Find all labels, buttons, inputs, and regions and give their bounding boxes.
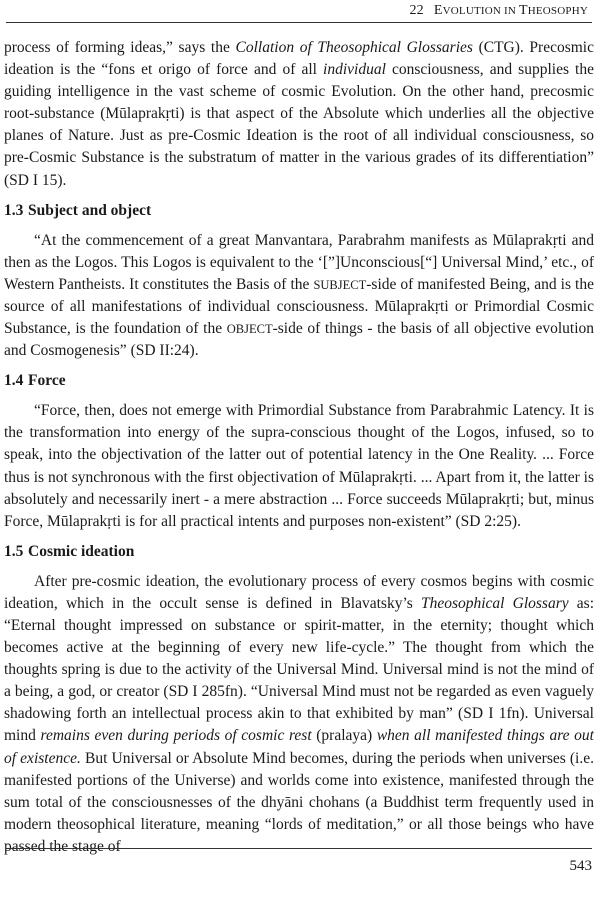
smallcaps-run: OBJECT xyxy=(226,322,273,337)
text-run: -side of things - the basis of all objective evolution and Cosmogenesis” (SD II:24). xyxy=(4,320,595,360)
section-title: Force xyxy=(28,372,66,390)
section-number: 1.5 xyxy=(4,542,24,560)
header-page-number: 22 xyxy=(409,3,424,18)
page-body xyxy=(4,37,594,858)
italic-run: when all manifested things are out of existence. xyxy=(4,727,594,767)
intro-paragraph xyxy=(4,37,594,192)
header-text xyxy=(409,3,588,19)
text-run: (CTG). Precosmic ideation is the “fons et origo of force and of all xyxy=(4,39,594,79)
header-title-rest-2: HEOSOPHY xyxy=(527,5,588,17)
section-1-3-paragraph xyxy=(4,230,594,363)
section-number: 1.4 xyxy=(4,372,24,390)
section-number: 1.3 xyxy=(4,201,24,219)
text-run: “At the commencement of a great Manvantara, Parabrahm manifests as Mūlaprakṛti and then as the Logos. This Logos is equivalent to the ‘[”]Unconscious[“] Universal Mind,’ etc., of Western Pantheists. It constitutes the Basis of the xyxy=(4,231,594,293)
italic-run: Collation of Theosophical Glossaries xyxy=(235,39,473,56)
footer-rule xyxy=(6,848,592,849)
text-run: But Universal or Absolute Mind becomes, during the periods when universes (i.e. manifested portions of the Universe) and worlds come into existence, manifested through the sum total of the consciousnesses of the dhyāni chohans (a Buddhist term frequently used in modern theosophical literature, meaning “lords of meditation,” or all those beings who have passed the stage of xyxy=(4,749,594,855)
section-1-5-paragraph xyxy=(4,571,594,858)
text-run: process of forming ideas,” says the xyxy=(4,39,236,56)
text-run: (pralaya) xyxy=(311,727,377,745)
text-run: After pre-cosmic ideation, the evolutionary process of every cosmos begins with cosmic ideation, which in the occult sense is defined in Blavatsky’s xyxy=(4,572,594,612)
header-title-rest-1: VOLUTION IN xyxy=(442,5,519,17)
text-run: consciousness, and supplies the guiding intelligence in the vast scheme of cosmic Evolution. On the other hand, precosmic root-substance (Mūlaprakṛti) is that aspect of the Absolute which underlies all the objective planes of Nature. Just as pre-Cosmic Ideation is the root of all individual consciousness, so pre-Cosmic Substance is the substratum of matter in the various grades of its differentiation” (SD I 15). xyxy=(4,61,594,189)
section-heading-1-4 xyxy=(4,371,594,391)
section-heading-1-5 xyxy=(4,542,594,562)
running-header xyxy=(6,0,592,23)
section-title: Cosmic ideation xyxy=(28,542,135,560)
section-heading-1-3 xyxy=(4,201,594,221)
text-run: -side of manifested Being, and is the source of all manifestations of individual consciousness. Mūlaprakṛti or Primordial Cosmic Substance, is the foundation of the xyxy=(4,275,594,338)
header-title-initial-1: E xyxy=(433,3,443,18)
section-title: Subject and object xyxy=(28,201,152,219)
text-run: as: “Eternal thought impressed on substance or spirit-matter, in the eternity; thought which becomes active at the beginning of every new life-cycle.” The thought from which the thoughts spring is due to the activity of the Universal Mind. Universal mind is not the mind of a being, a god, or creator (SD I 285fn). “Universal Mind must not be regarded as even vaguely shadowing forth an intellectual process akin to that exhibited by man” (SD I 1fn). Universal mind xyxy=(4,594,595,745)
italic-run: Theosophical Glossary xyxy=(420,594,569,612)
italic-run: remains even during periods of cosmic rest xyxy=(40,727,312,745)
italic-run: individual xyxy=(323,61,386,79)
folio-page-number: 543 xyxy=(569,858,592,874)
smallcaps-run: SUBJECT xyxy=(313,277,367,292)
header-title-initial-2: T xyxy=(518,3,528,18)
section-1-4-paragraph: “Force, then, does not emerge with Primordial Substance from Parabrahmic Latency. It is the transformation into energy of the supra-conscious thought of the Logos, infused, so to speak, into the objectivation of the latter out of potential latency in the One Reality. ... Force thus is not synchronous with the first objectivation of Mūlaprakṛti. ... Apart from it, the latter is absolutely and necessarily inert - a mere abstraction ... Force succeeds Mūlaprakṛti; but, minus Force, Mūlaprakṛti is for all practical intents and purposes non-existent” (SD 2:25). xyxy=(4,402,594,530)
